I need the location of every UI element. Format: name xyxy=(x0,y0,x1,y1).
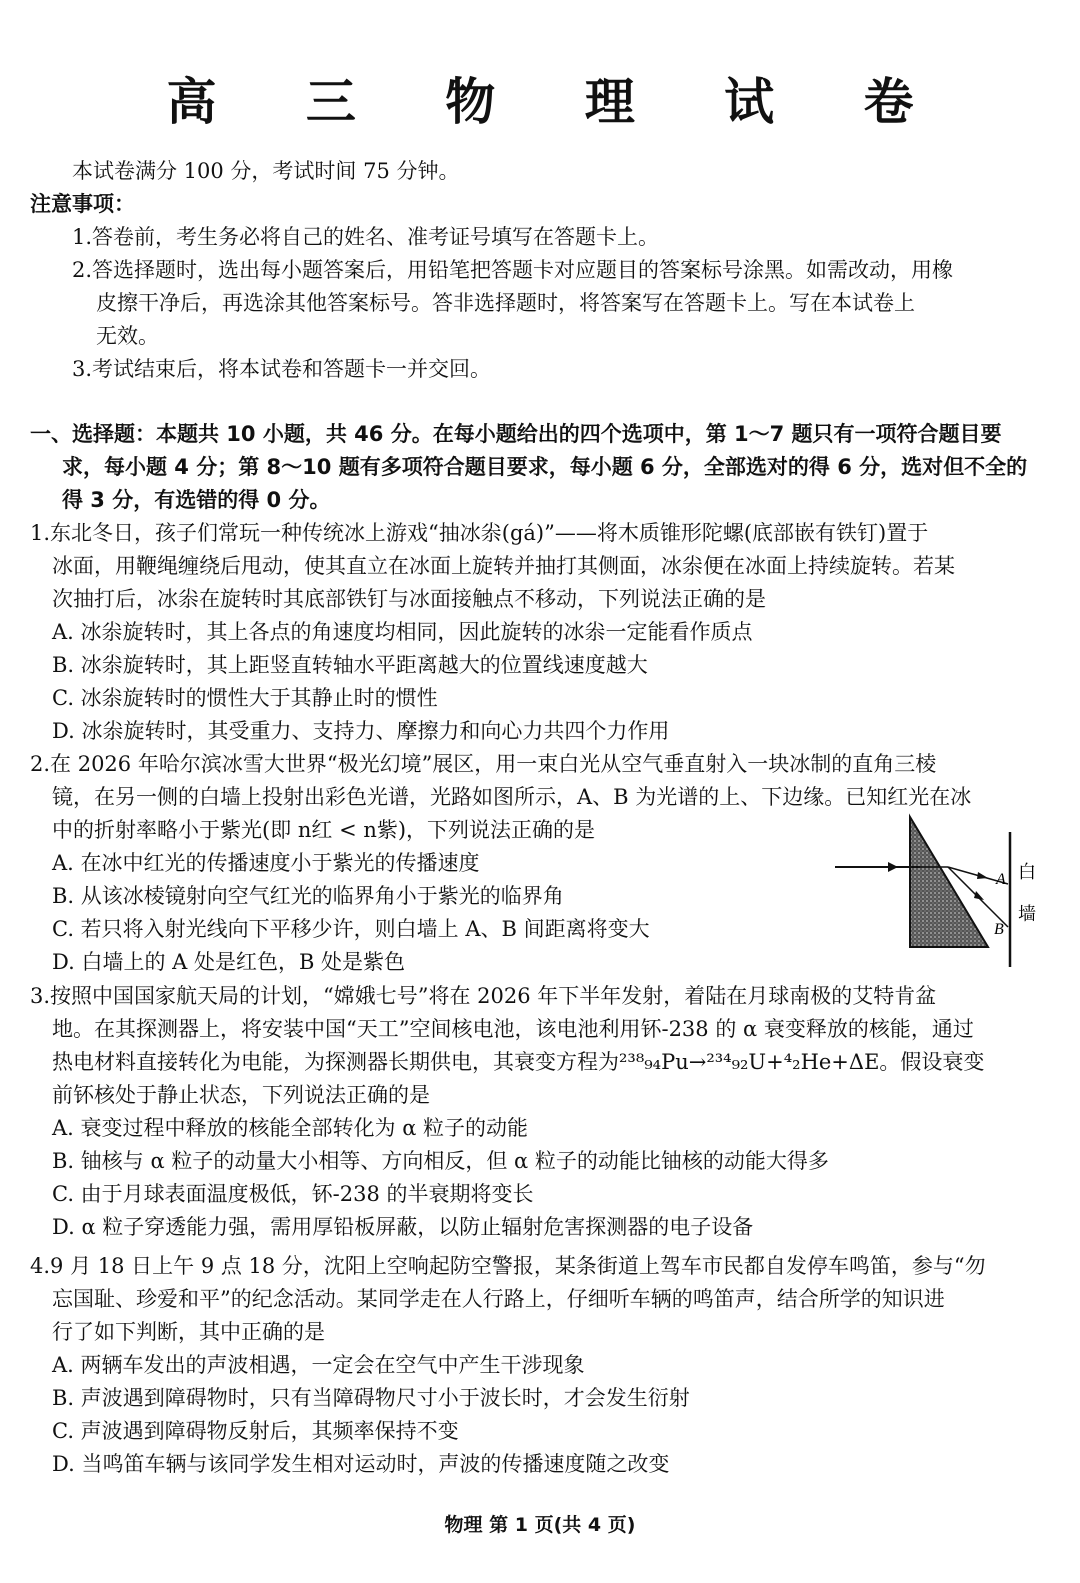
point-b-label: B xyxy=(994,921,1004,938)
question-4-option-c: C. 声波遇到障碍物反射后，其频率保持不变 xyxy=(52,1419,459,1443)
question-1-option-a: A. 冰尜旋转时，其上各点的角速度均相同，因此旋转的冰尜一定能看作质点 xyxy=(52,620,753,644)
point-a-label: A xyxy=(996,871,1006,888)
question-3-stem: 3.按照中国国家航天局的计划，“嫦娥七号”将在 2026 年下半年发射，着陆在月球南极的艾特肯盆 xyxy=(30,984,937,1008)
page-title: 高 三 物 理 试 卷 xyxy=(166,73,950,131)
question-4-stem: 4.9 月 18 日上午 9 点 18 分，沈阳上空响起防空警报，某条街道上驾车市民都自发停车鸣笛，参与“勿 xyxy=(30,1254,986,1278)
section-heading: 一、选择题：本题共 10 小题，共 46 分。在每小题给出的四个选项中，第 1～7 题只有一项符合题目要 xyxy=(30,422,1002,446)
notice-item: 3.考试结束后，将本试卷和答题卡一并交回。 xyxy=(72,357,492,381)
question-1-stem: 次抽打后，冰尜在旋转时其底部铁钉与冰面接触点不移动，下列说法正确的是 xyxy=(52,587,766,611)
question-3-option-a: A. 衰变过程中释放的核能全部转化为 α 粒子的动能 xyxy=(52,1116,529,1140)
question-3-option-d: D. α 粒子穿透能力强，需用厚铅板屏蔽，以防止辐射危害探测器的电子设备 xyxy=(52,1215,754,1239)
question-3-stem: 前钚核处于静止状态，下列说法正确的是 xyxy=(52,1083,430,1107)
arrow-icon xyxy=(977,872,988,879)
page-footer: 物理 第 1 页(共 4 页) xyxy=(444,1514,636,1536)
notice-heading: 注意事项： xyxy=(30,192,135,216)
notice-item: 1.答卷前，考生务必将自己的姓名、准考证号填写在答题卡上。 xyxy=(72,225,660,249)
notice-item: 2.答选择题时，选出每小题答案后，用铅笔把答题卡对应题目的答案标号涂黑。如需改动，用橡 xyxy=(72,258,954,282)
question-3-option-b: B. 铀核与 α 粒子的动量大小相等、方向相反，但 α 粒子的动能比铀核的动能大得多 xyxy=(52,1149,829,1173)
question-4-stem: 忘国耻、珍爱和平”的纪念活动。某同学走在人行路上，仔细听车辆的鸣笛声，结合所学的知识进 xyxy=(52,1287,945,1311)
question-1-option-c: C. 冰尜旋转时的惯性大于其静止时的惯性 xyxy=(52,686,438,710)
section-heading: 得 3 分，有选错的得 0 分。 xyxy=(62,488,331,512)
question-2-option-a: A. 在冰中红光的传播速度小于紫光的传播速度 xyxy=(52,851,480,875)
question-4-option-a: A. 两辆车发出的声波相遇，一定会在空气中产生干涉现象 xyxy=(52,1353,585,1377)
question-2-stem: 镜，在另一侧的白墙上投射出彩色光谱，光路如图所示，A、B 为光谱的上、下边缘。已知红光在冰 xyxy=(52,785,972,809)
notice-item: 皮擦干净后，再选涂其他答案标号。答非选择题时，将答案写在答题卡上。写在本试卷上 xyxy=(96,291,915,315)
question-3-stem: 热电材料直接转化为电能，为探测器长期供电，其衰变方程为²³⁸₉₄Pu→²³⁴₉₂U+⁴₂He+ΔE。假设衰变 xyxy=(52,1050,985,1074)
question-2-option-c: C. 若只将入射光线向下平移少许，则白墙上 A、B 间距离将变大 xyxy=(52,917,650,941)
question-2-stem: 2.在 2026 年哈尔滨冰雪大世界“极光幻境”展区，用一束白光从空气垂直射入一块冰制的直角三棱 xyxy=(30,752,937,776)
question-4-option-b: B. 声波遇到障碍物时，只有当障碍物尺寸小于波长时，才会发生衍射 xyxy=(52,1386,690,1410)
question-1-option-d: D. 冰尜旋转时，其受重力、支持力、摩擦力和向心力共四个力作用 xyxy=(52,719,670,743)
question-4-option-d: D. 当鸣笛车辆与该同学发生相对运动时，声波的传播速度随之改变 xyxy=(52,1452,670,1476)
question-4-stem: 行了如下判断，其中正确的是 xyxy=(52,1320,325,1344)
arrow-icon xyxy=(974,891,984,900)
prism-shape xyxy=(910,817,988,947)
question-1-stem: 冰面，用鞭绳缠绕后甩动，使其直立在冰面上旋转并抽打其侧面，冰尜便在冰面上持续旋转。若某 xyxy=(52,554,955,578)
section-heading: 求，每小题 4 分；第 8～10 题有多项符合题目要求，每小题 6 分，全部选对的得 6 分，选对但不全的 xyxy=(62,455,1028,479)
question-2-stem: 中的折射率略小于紫光(即 n红 < n紫)，下列说法正确的是 xyxy=(52,818,596,842)
question-3-option-c: C. 由于月球表面温度极低，钚-238 的半衰期将变长 xyxy=(52,1182,534,1206)
arrow-icon xyxy=(888,862,898,872)
question-3-stem: 地。在其探测器上，将安装中国“天工”空间核电池，该电池利用钚-238 的 α 衰变释放的核能，通过 xyxy=(52,1017,974,1041)
question-1-option-b: B. 冰尜旋转时，其上距竖直转轴水平距离越大的位置线速度越大 xyxy=(52,653,648,677)
notice-item: 无效。 xyxy=(96,324,159,348)
question-1-stem: 1.东北冬日，孩子们常玩一种传统冰上游戏“抽冰尜(gá)”——将木质锥形陀螺(底部嵌有铁钉)置于 xyxy=(30,521,929,545)
wall-label: 墙 xyxy=(1018,904,1036,925)
prism-figure xyxy=(830,812,1050,972)
intro-text: 本试卷满分 100 分，考试时间 75 分钟。 xyxy=(72,159,460,183)
wall-label: 白 xyxy=(1018,862,1036,883)
question-2-option-d: D. 白墙上的 A 处是红色，B 处是紫色 xyxy=(52,950,406,974)
question-2-option-b: B. 从该冰棱镜射向空气红光的临界角小于紫光的临界角 xyxy=(52,884,564,908)
